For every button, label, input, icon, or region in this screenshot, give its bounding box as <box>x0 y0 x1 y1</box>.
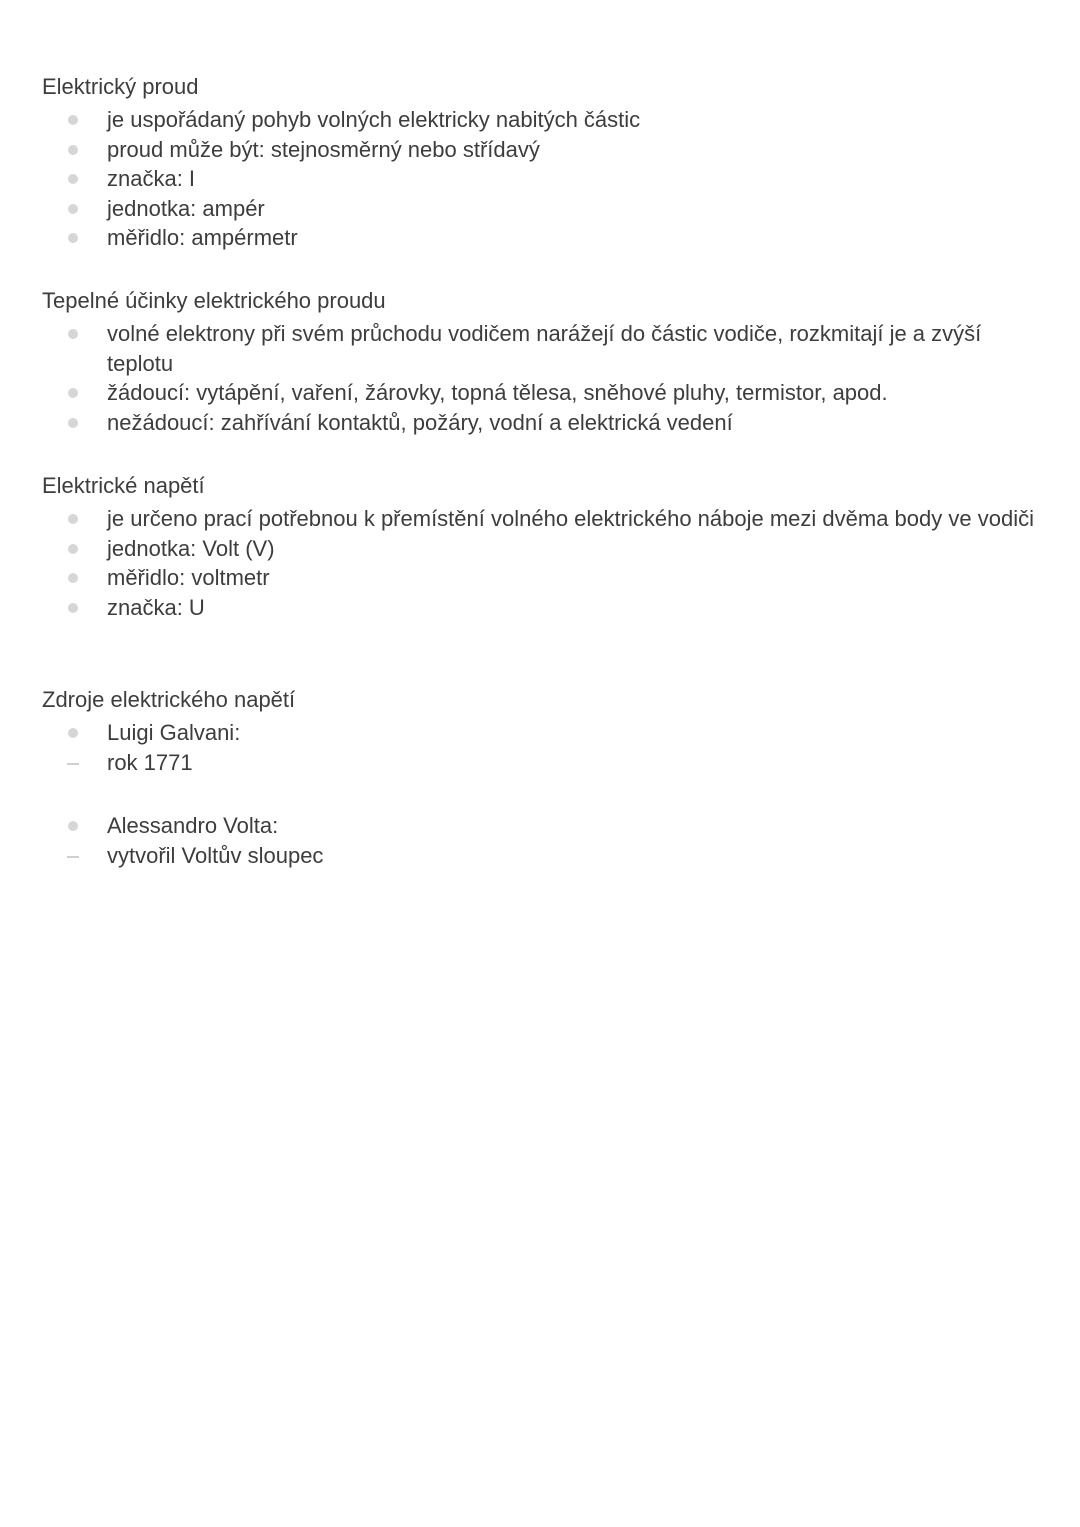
list-item <box>42 748 1042 778</box>
dash-icon <box>67 841 79 871</box>
list-item-text: značka: U <box>107 594 205 620</box>
list-item-text: měřidlo: ampérmetr <box>107 225 298 250</box>
bullet-list <box>42 105 1042 253</box>
list-item-text: proud může být: stejnosměrný nebo střídavý <box>107 136 540 162</box>
section-heading: Elektrický proud <box>42 74 199 99</box>
list-item <box>42 811 1042 841</box>
bullet-dot-icon <box>67 105 79 135</box>
list-item <box>42 319 1042 378</box>
dash-icon <box>67 748 79 778</box>
list-item <box>42 563 1042 593</box>
list-item-text: vytvořil Voltův sloupec <box>107 842 324 868</box>
bullet-dot-icon <box>67 194 79 224</box>
list-item-text: jednotka: ampér <box>107 195 265 221</box>
list-item-text: rok 1771 <box>107 749 193 775</box>
list-item <box>42 223 1042 253</box>
bullet-dot-icon <box>67 319 79 349</box>
list-item <box>42 534 1042 564</box>
bullet-dot-icon <box>67 223 79 253</box>
list-item-text: Luigi Galvani: <box>107 720 241 745</box>
bullet-dot-icon <box>67 164 79 194</box>
list-item <box>42 718 1042 748</box>
bullet-dot-icon <box>67 593 79 623</box>
bullet-list <box>42 319 1042 437</box>
list-item-text: jednotka: Volt (V) <box>107 535 275 561</box>
bullet-dot-icon <box>67 378 79 408</box>
list-item-text: žádoucí: vytápění, vaření, žárovky, topná tělesa, sněhové pluhy, termistor, apod. <box>107 380 888 405</box>
list-item-text: značka: I <box>107 166 196 191</box>
bullet-list <box>42 718 1042 870</box>
list-spacer <box>42 777 1042 811</box>
list-item <box>42 135 1042 165</box>
list-item-text: volné elektrony při svém průchodu vodičem narážejí do částic vodiče, rozkmitají je a zvýší teplotu <box>107 321 982 376</box>
list-item <box>42 504 1042 534</box>
bullet-dot-icon <box>67 534 79 564</box>
bullet-dot-icon <box>67 811 79 841</box>
bullet-dot-icon <box>67 718 79 748</box>
list-item-text: Alessandro Volta: <box>107 813 279 838</box>
section-elektricke-napeti <box>42 471 1042 622</box>
section-heading: Elektrické napětí <box>42 473 205 498</box>
section-tepelne-ucinky <box>42 286 1042 437</box>
list-item <box>42 593 1042 623</box>
section-heading: Tepelné účinky elektrického proudu <box>42 288 386 313</box>
list-item <box>42 378 1042 408</box>
list-item <box>42 105 1042 135</box>
bullet-dot-icon <box>67 504 79 534</box>
list-item-text: je určeno prací potřebnou k přemístění volného elektrického náboje mezi dvěma body ve vodiči <box>107 506 1034 531</box>
bullet-dot-icon <box>67 408 79 438</box>
list-item-text: měřidlo: voltmetr <box>107 565 270 590</box>
list-item <box>42 164 1042 194</box>
list-item-text: nežádoucí: zahřívání kontaktů, požáry, vodní a elektrická vedení <box>107 409 733 435</box>
section-zdroje-napeti <box>42 685 1042 870</box>
list-item <box>42 194 1042 224</box>
list-item <box>42 841 1042 871</box>
list-item-text: je uspořádaný pohyb volných elektricky nabitých částic <box>107 107 641 132</box>
section-elektricky-proud <box>42 72 1042 253</box>
bullet-dot-icon <box>67 563 79 593</box>
bullet-list <box>42 504 1042 622</box>
section-heading: Zdroje elektrického napětí <box>42 687 296 712</box>
bullet-dot-icon <box>67 135 79 165</box>
list-item <box>42 408 1042 438</box>
